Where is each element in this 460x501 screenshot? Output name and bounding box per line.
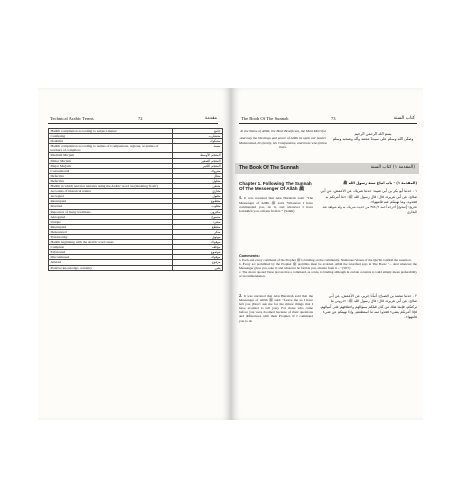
hadith-2-arabic: [319, 294, 417, 320]
arabic-column: [319, 181, 417, 214]
term-arabic: منفرد: [173, 219, 223, 224]
term-english: Conventional: [49, 168, 173, 173]
chapter-title: Chapter 1. Following The Sunnah Of The Messenger Of Allāh ﷺ: [239, 181, 312, 192]
term-arabic: يقين: [173, 265, 223, 270]
blessing-ar: وصلى الله وسلم على سيدنا محمد وآله وصحبه وسلم: [332, 137, 414, 142]
term-english: Denounced: [49, 229, 173, 234]
term-arabic: معلل: [173, 173, 223, 178]
term-english: Accounts of historical nature: [49, 189, 173, 194]
term-english: Abrogated: [49, 214, 173, 219]
term-arabic: المعجم الكبير: [173, 163, 223, 168]
term-arabic: مرفوع: [173, 260, 223, 265]
left-header-arabic: مقدمة: [204, 116, 217, 121]
term-english: Unique: [49, 219, 173, 224]
term-english: Hadith beginning with the Arabic word areas: [49, 240, 173, 245]
term-english: Positive knowledge, certainty: [49, 265, 173, 270]
term-arabic: معنعن: [173, 184, 223, 189]
opening-en: [239, 129, 327, 150]
left-page-number: 72: [138, 116, 143, 121]
left-header-title: Technical Arabic Terms: [50, 116, 94, 121]
book-title: The Book Of The Sunnah: [239, 165, 299, 171]
term-english: Doubtful: [49, 139, 173, 144]
term-arabic: مشكوك: [173, 139, 223, 144]
comment-b: b. Every act prohibited by the Prophet ﷺ prohibits must be avoided. Allāh the Glorified says in The Book: "... And whatever the Messenger gives you, take it; and whatever he forbids you, abstain from it ..." (59:7): [239, 262, 417, 271]
term-english: Accepted: [49, 194, 173, 199]
term-english: Defective: [49, 173, 173, 178]
term-english: Interrupted: [49, 224, 173, 229]
term-arabic: مؤتلف: [173, 245, 223, 250]
basmala-en: In the Name of Allāh, the Most Beneficent, the Most Merciful: [240, 129, 326, 133]
term-row: [49, 265, 223, 270]
term-english: Discontinued: [49, 255, 173, 260]
comment-a: a. Each and every command of the Prophet ﷺ is binding on the community. Numerous Verses of the Qur'ān confirm the assertion.: [239, 258, 412, 263]
chapter-title-ar: (المقدمة ١) - باب اتباع سنة رسول الله ﷺ: [343, 181, 417, 185]
term-english: Medium Mu'jam: [49, 153, 173, 158]
hadith-1: [239, 196, 313, 212]
comment-c: c. The above quoted Verse proves that a command, as a rule, is binding although in certain contexts it could simply mean preferability or recommendation.: [239, 269, 417, 278]
term-arabic: منكر: [173, 229, 223, 234]
book-title-ar: (المقدمة ١) كتاب السنة: [370, 165, 415, 170]
blessing-en: And may the blessings and peace of Allāh be upon our master Muhammad, his family, his Companions, and those who follow them.: [239, 136, 327, 150]
right-header-rule: [239, 123, 417, 124]
term-english: Hadith compilation according to subject-matter: [49, 129, 173, 134]
term-english: Trustworthy: [49, 234, 173, 239]
english-column: [239, 181, 313, 213]
term-english: Altered: [49, 260, 173, 265]
term-arabic: المعجم الصغير: [173, 158, 223, 163]
hadith-1-ar: ١ - حدثنا أبو بكر بن أبي شيبة: حدثنا شريك، عن الأعمش، عن أبي صالح، عن أبي هريرة، قال: قال رسول الله ﷺ: «ما أمرتكم به فخذوه، وما نهيتكم عنه فانتهوا».: [320, 189, 417, 204]
term-arabic: مقبول: [173, 194, 223, 199]
term-arabic: مكثرون: [173, 209, 223, 214]
hadith-1-number: 1.: [239, 195, 243, 201]
term-english: Major Mu'jam: [49, 163, 173, 168]
term-english: Inverted: [49, 204, 173, 209]
hadith-2-ar: ٢ - حدثنا محمد بن الصباح: أنبأنا جرير، عن الأعمش، عن أبي صالح، عن أبي هريرة، قال: قال رسول الله ﷺ: «ذروني ما تركتكم، فإنما هلك من كان قبلكم بسؤالهم واختلافهم على أنبيائهم، فإذا أمرتكم بشيء فخذوا منه ما استطعتم، وإذا نهيتكم عن شيء فانتهوا».: [319, 294, 417, 320]
hadith-2-number: 2.: [239, 293, 243, 298]
left-page: [38, 88, 231, 420]
term-arabic: جامع: [173, 129, 223, 134]
term-arabic: معروف: [173, 168, 223, 173]
term-arabic: موقوف: [173, 255, 223, 260]
term-english: Hadith compilation according to names of Companions, regions, or names of teachers of compilers: [49, 144, 173, 153]
term-arabic: مغازي: [173, 189, 223, 194]
takhrij-ar: تخريج: [صحيح] أخرجه أحمد ٢/ ٣٥٥ من حديث شريك، به وله شواهد عند البخاري: [322, 205, 417, 214]
term-english: Reporters of many traditions: [49, 209, 173, 214]
hadith-1-text: It was narrated that Abu Hurairah said: "The Messenger of Allāh ﷺ said, 'Whatever I have commanded you, do it, and whatever I have forbidden you, refrain from it.'" (Sahih): [239, 196, 314, 213]
term-arabic: مضطرب: [173, 134, 223, 139]
term-arabic: مقطوع: [173, 199, 223, 204]
right-page-number: 73: [331, 116, 336, 121]
term-arabic: منقطع: [173, 224, 223, 229]
term-row: [49, 144, 223, 153]
hadith-2-text: It was narrated that Abu Hurairah said that the Messenger of Allāh ﷺ said: "Leave me as I have left you (Don't ask me for the minor things that I have avoided to tell you). For those who came before you were doomed because of their questions and differences with their Prophet. If I command you to do: [239, 294, 314, 323]
bismillah-ar: بسم الله الرحمن الرحيم: [354, 132, 392, 136]
term-arabic: مقلوب: [173, 204, 223, 209]
term-arabic: موقوف: [173, 240, 223, 245]
terms-table: [48, 128, 223, 271]
comments-section: [239, 254, 417, 279]
book-title-bar: [235, 163, 419, 174]
term-english: Hadith in which narrator narrates using the Arabic word 'an (meaning 'from'): [49, 184, 173, 189]
term-arabic: موضوع: [173, 250, 223, 255]
right-header-arabic: كتاب السنة: [393, 116, 415, 121]
term-english: Complete: [49, 245, 173, 250]
right-page: [231, 88, 423, 420]
term-arabic: معلول: [173, 178, 223, 183]
opening-ar: [331, 132, 415, 142]
term-english: Confusing: [49, 134, 173, 139]
term-english: Interrupted: [49, 199, 173, 204]
term-arabic: مسند: [173, 144, 223, 153]
term-arabic: منسوخ: [173, 214, 223, 219]
right-header-title: The Book Of The Sunnah: [241, 116, 289, 121]
left-header-rule: [48, 123, 218, 124]
comments-label: Comments:: [239, 254, 260, 258]
term-english: Minor Mu'jam: [49, 158, 173, 163]
hadith-2: [239, 294, 313, 323]
term-english: Fabricated: [49, 250, 173, 255]
term-arabic: المعجم الأوسط: [173, 153, 223, 158]
term-english: Defective: [49, 178, 173, 183]
term-arabic: موثوق: [173, 234, 223, 239]
